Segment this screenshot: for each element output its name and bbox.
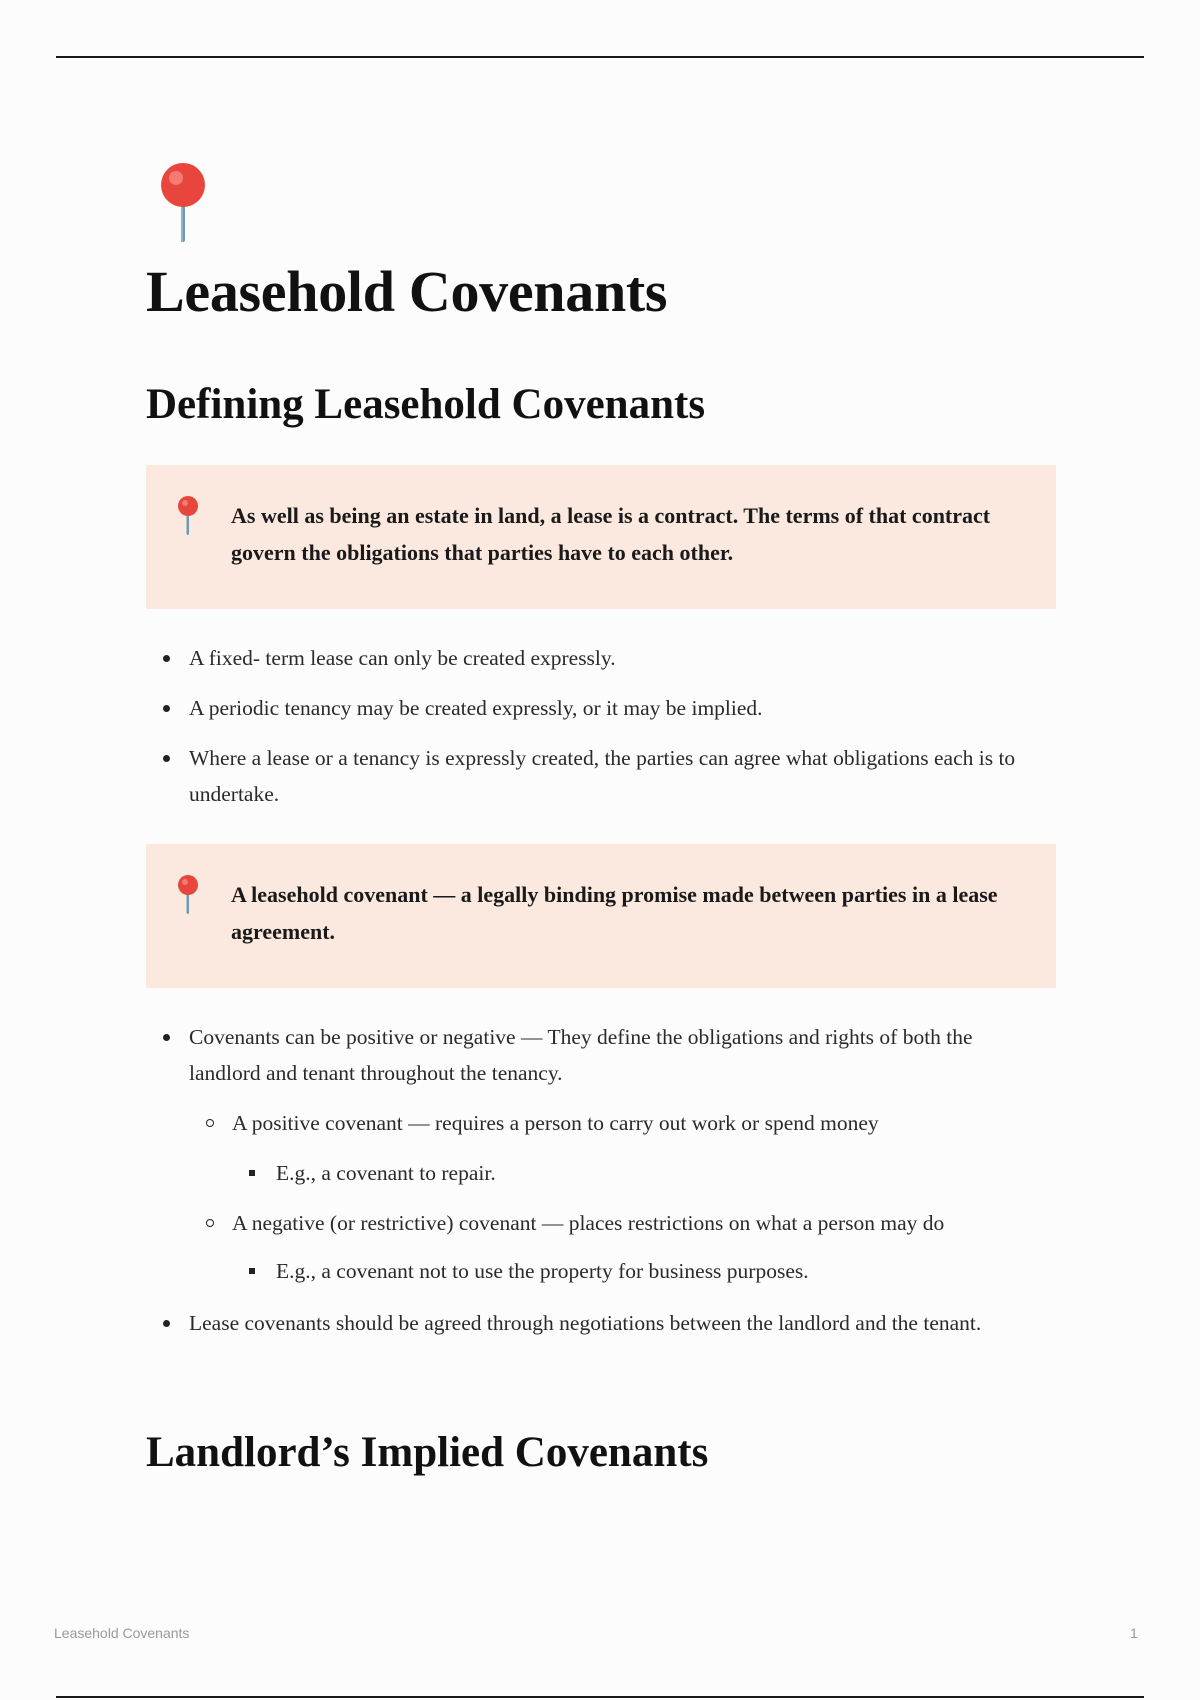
section-heading-defining: Defining Leasehold Covenants — [146, 381, 706, 428]
sub-list-item: A positive covenant — requires a person to carry out work or spend money — [146, 1105, 1046, 1141]
pushpin-icon — [150, 158, 230, 248]
sub-sub-list-item: E.g., a covenant to repair. — [146, 1155, 1046, 1191]
bottom-rule — [56, 1696, 1144, 1698]
callout-leasehold-covenant — [146, 844, 1056, 988]
footer-page-number: 1 — [1130, 1625, 1138, 1641]
pushpin-icon — [174, 495, 202, 537]
callout-text: A leasehold covenant — a legally binding promise made between parties in a lease agreement. — [231, 882, 998, 944]
callout-lease-contract — [146, 465, 1056, 609]
sub-list-item: A negative (or restrictive) covenant — places restrictions on what a person may do — [146, 1205, 1046, 1241]
list-item: Where a lease or a tenancy is expressly created, the parties can agree what obligations each is to undertake. — [146, 740, 1046, 812]
pushpin-icon — [174, 874, 202, 916]
bullet-list-covenant-types — [146, 1019, 1046, 1341]
top-rule — [56, 56, 1144, 58]
page-title: Leasehold Covenants — [146, 259, 668, 324]
bullet-list-lease-creation — [146, 640, 1046, 812]
callout-text: As well as being an estate in land, a lease is a contract. The terms of that contract govern the obligations that parties have to each other. — [231, 503, 991, 565]
footer-doc-title: Leasehold Covenants — [54, 1625, 190, 1641]
list-item: Lease covenants should be agreed through negotiations between the landlord and the tenant. — [146, 1305, 1046, 1341]
list-item: A fixed- term lease can only be created expressly. — [146, 640, 1046, 676]
list-item: A periodic tenancy may be created expressly, or it may be implied. — [146, 690, 1046, 726]
sub-sub-list-item: E.g., a covenant not to use the property for business purposes. — [146, 1253, 1046, 1289]
section-heading-landlord-implied: Landlord’s Implied Covenants — [146, 1429, 709, 1476]
list-item: Covenants can be positive or negative — They define the obligations and rights of both the landlord and tenant throughout the tenancy. — [146, 1019, 1046, 1091]
